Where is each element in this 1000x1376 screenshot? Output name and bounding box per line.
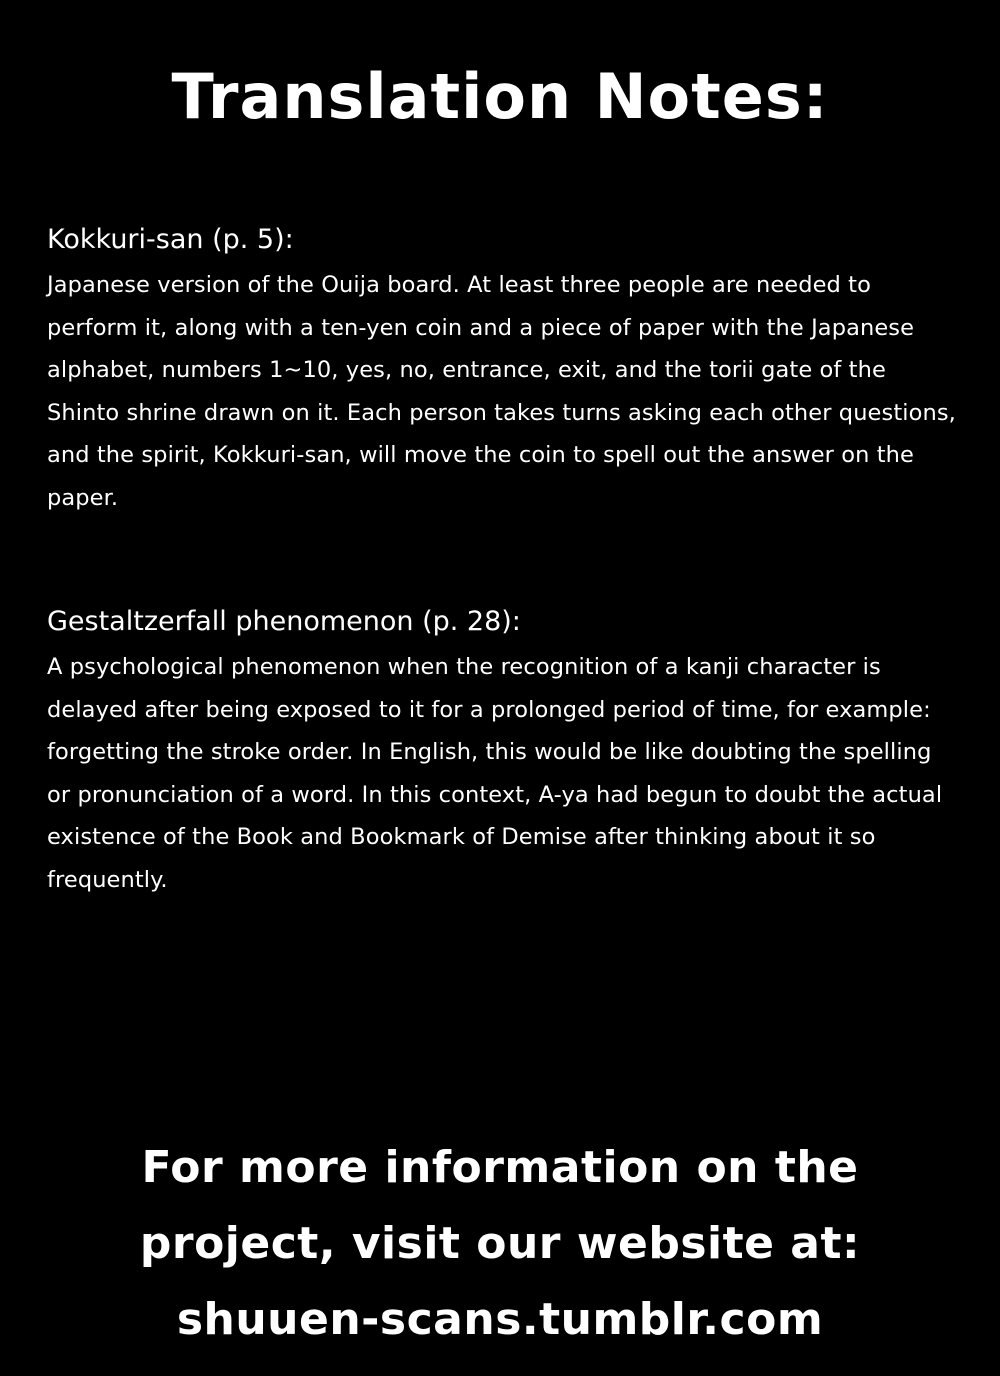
note-body: Japanese version of the Ouija board. At least three people are needed to perform it, along with a ten-yen coin and a piece of paper with the Japanese alphabet, numbers 1~10, yes, no, entrance, exit, and the torii gate of the Shinto shrine drawn on it. Each person takes turns asking each other questions, and the spirit, Kokkuri-san, will move the coin to spell out the answer on the paper. bbox=[47, 272, 956, 511]
note-heading: Gestaltzerfall phenomenon (p. 28): bbox=[47, 606, 521, 637]
note-heading: Kokkuri-san (p. 5): bbox=[47, 224, 294, 255]
footer bbox=[0, 1130, 1000, 1358]
footer-line-2: project, visit our website at: bbox=[139, 1218, 861, 1269]
note-body: A psychological phenomenon when the recognition of a kanji character is delayed after being exposed to it for a prolonged period of time, for example: forgetting the stroke order. In English, this would be like doubting the spelling or pronunciation of a word. In this context, A-ya had begun to doubt the actual existence of the Book and Bookmark of Demise after thinking about it so frequently. bbox=[47, 654, 943, 893]
website-url: shuuen-scans.tumblr.com bbox=[176, 1294, 824, 1345]
page-title: Translation Notes: bbox=[171, 60, 829, 133]
note-gestaltzerfall bbox=[47, 600, 957, 901]
footer-line-1: For more information on the bbox=[141, 1142, 859, 1193]
note-kokkuri-san bbox=[47, 218, 957, 519]
